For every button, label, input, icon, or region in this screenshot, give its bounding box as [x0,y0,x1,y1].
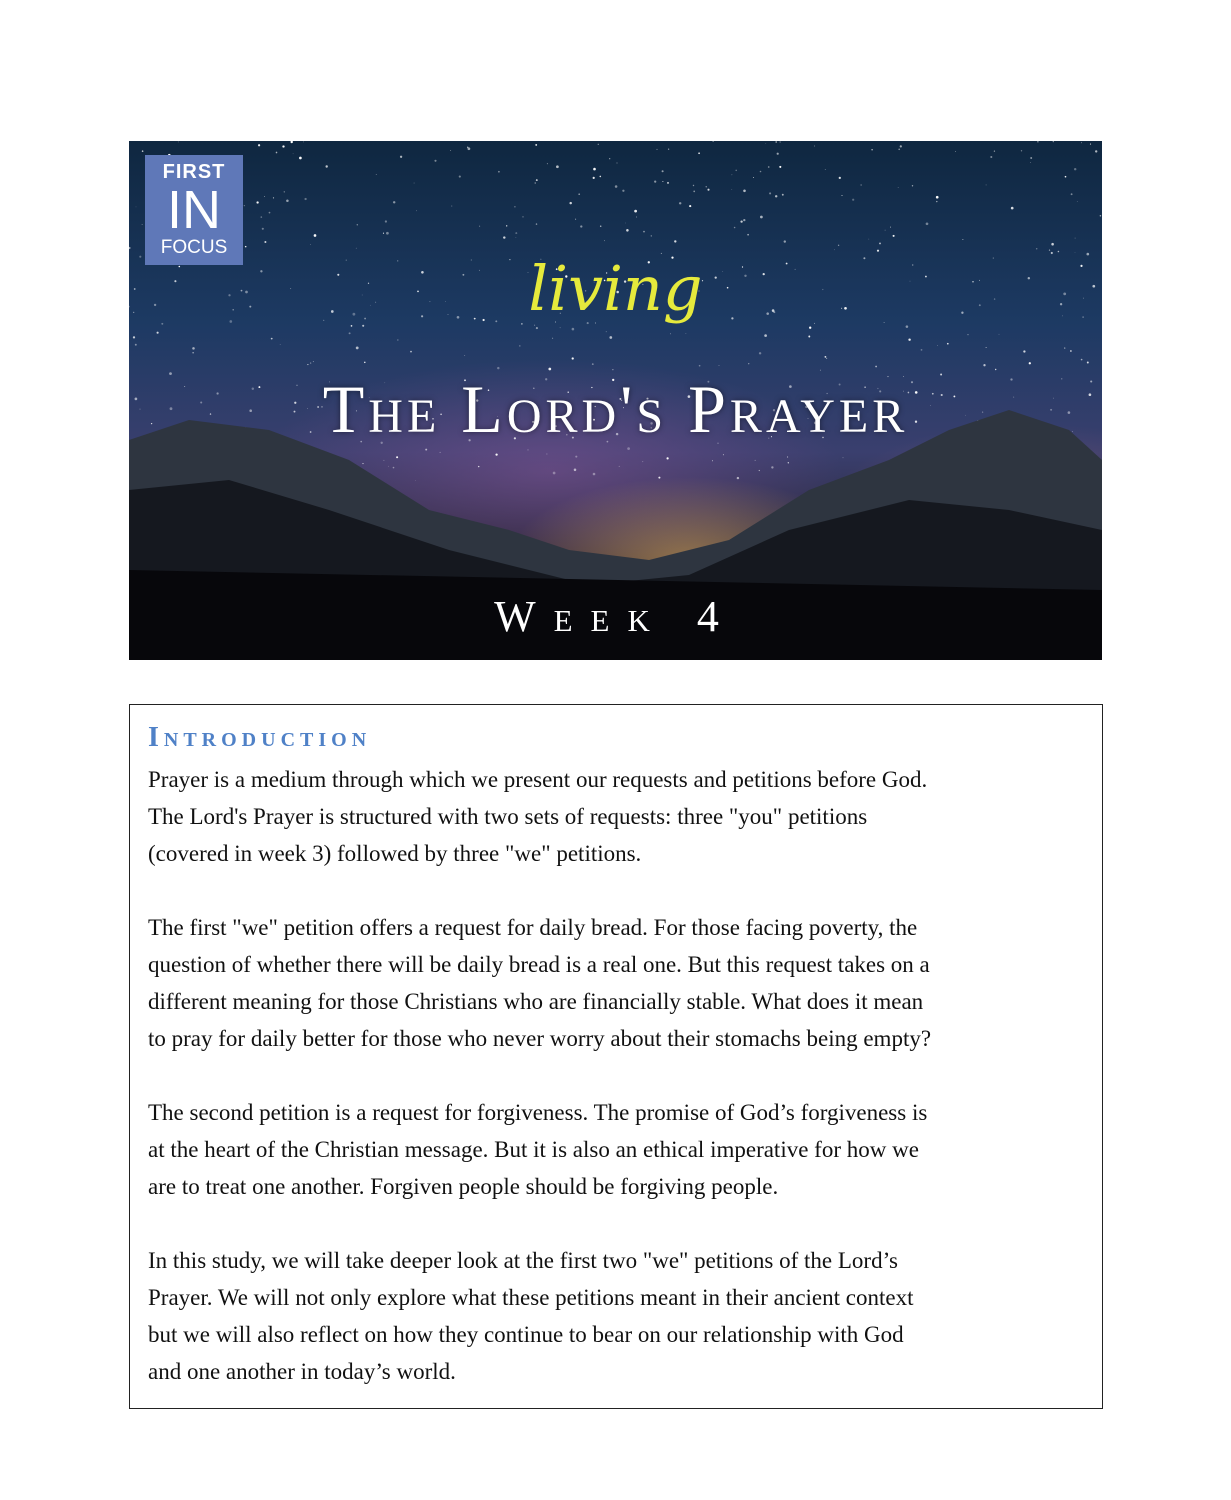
star [598,144,599,145]
star [410,351,412,353]
star [732,174,733,175]
text-line: question of whether there will be daily bread is a real one. But this request takes on a [148,952,930,977]
text-line: different meaning for those Christians who are financially stable. What does it mean [148,989,924,1014]
star [536,223,537,224]
star [670,333,671,334]
star [385,220,387,222]
star [908,338,910,340]
star [1081,359,1083,361]
star [753,177,754,178]
star [1081,142,1082,143]
star [349,332,351,334]
star [838,245,839,246]
star [386,232,389,235]
star [434,160,436,162]
introduction-box [129,704,1103,1409]
star [890,227,891,228]
star [498,171,500,173]
star [599,176,601,178]
star [580,225,582,227]
paragraph [148,1094,1088,1205]
star [615,185,618,188]
text-line: The first "we" petition offers a request for daily bread. For those facing poverty, the [148,915,918,940]
star [713,141,714,142]
star [765,143,766,144]
star [535,182,536,183]
star [1036,248,1037,249]
star [314,234,317,237]
star [748,363,749,364]
text-line: (covered in week 3) followed by three "we" petitions. [148,841,642,866]
star [743,190,746,193]
star [393,201,395,203]
star [516,237,517,238]
first-in-focus-logo [145,155,243,265]
star [310,244,311,245]
star [245,246,247,248]
star [609,336,612,339]
star [178,141,179,142]
introduction-text [148,761,1088,1427]
text-line: Prayer. We will not only explore what these petitions meant in their ancient context [148,1285,914,1310]
star [826,358,827,359]
star [743,219,745,221]
star [290,141,292,143]
star [450,150,451,151]
star [293,153,294,154]
star [875,366,877,368]
star [286,199,289,202]
star [760,171,762,173]
star [689,205,691,207]
star [825,169,826,170]
star [1090,144,1091,145]
star [468,147,471,150]
star [313,361,314,362]
star [955,151,956,152]
logo-first: FIRST [162,161,226,183]
star [304,198,306,200]
star [1030,162,1031,163]
star [734,227,736,229]
star [784,240,786,242]
star [898,187,899,188]
star [937,345,938,346]
star [416,210,417,211]
star [994,151,995,152]
star [1077,201,1078,202]
star [622,190,624,192]
star [1075,238,1076,239]
star [779,166,781,168]
star [667,182,669,184]
star [299,157,302,160]
star [142,150,144,152]
star [593,168,596,171]
star [256,201,258,203]
star [1070,350,1072,352]
paragraph [148,761,1088,872]
star [133,336,135,338]
star [397,340,398,341]
star [269,212,271,214]
star [400,156,402,158]
star [282,145,284,147]
star [662,181,663,182]
star [1095,150,1097,152]
star [936,201,937,202]
star [514,206,516,208]
star [679,202,681,204]
star [626,229,629,232]
star [662,170,664,172]
star [947,343,949,345]
star [276,152,278,154]
star [536,179,538,181]
star [775,141,777,143]
star [1037,141,1039,143]
star [657,149,658,150]
star [921,349,923,351]
star [515,232,517,234]
star [383,233,384,234]
star [1100,215,1102,217]
logo-focus: FOCUS [160,237,228,258]
star [1087,362,1089,364]
star [569,202,571,204]
star [261,216,263,218]
star [310,363,311,364]
star [706,186,707,187]
text-line: are to treat one another. Forgiven people should be forgiving people. [148,1174,779,1199]
star [600,225,601,226]
star [814,146,815,147]
star [885,230,886,231]
star [303,142,304,143]
star [983,364,985,366]
star [775,195,777,197]
star [262,228,264,230]
week-label: Week 4 [494,592,737,641]
star [735,170,736,171]
text-line: and one another in today’s world. [148,1359,456,1384]
star [1030,157,1032,159]
star [459,176,461,178]
star [719,365,720,366]
star [604,240,605,241]
star [376,174,377,175]
star [572,328,575,331]
star [962,239,963,240]
star [575,219,576,220]
star [617,163,618,164]
star [560,327,561,328]
star [556,165,559,168]
star [651,235,652,236]
star [273,197,274,198]
star [634,210,637,213]
star [759,352,761,354]
star [1053,141,1054,142]
star [356,248,357,249]
text-line: Prayer is a medium through which we present our requests and petitions before God. [148,767,928,792]
star [451,206,452,207]
star [1064,347,1065,348]
star [686,333,687,334]
star [535,144,537,146]
star [990,156,992,158]
star [592,363,594,365]
star [986,184,987,185]
star [280,344,281,345]
star [768,166,770,168]
star [693,191,695,193]
star [479,226,480,227]
paragraph [148,1242,1088,1390]
star [1065,176,1067,178]
star [547,163,548,164]
text-line: to pray for daily better for those who never worry about their stomachs being empty? [148,1026,932,1051]
script-word: living [528,252,703,325]
star [668,149,669,150]
star [503,236,505,238]
text-line: The Lord's Prayer is structured with two sets of requests: three "you" petitions [148,804,868,829]
banner-image [129,141,1102,660]
star [264,241,266,243]
star [698,152,700,154]
star [572,357,574,359]
star [636,217,637,218]
text-line: at the heart of the Christian message. But it is also an ethical imperative for how we [148,1137,919,1162]
star [129,247,131,249]
star [824,356,826,358]
section-heading: Introduction [148,722,372,753]
star [506,225,507,226]
star [244,205,245,206]
text-line: The second petition is a request for forgiveness. The promise of God’s forgiveness is [148,1100,928,1125]
star [258,144,260,146]
star [707,189,709,191]
star [731,189,732,190]
star [593,177,595,179]
star [782,194,784,196]
star [871,149,872,150]
star [654,181,656,183]
star [868,239,869,240]
star [893,235,895,237]
star [926,222,929,225]
star [1051,243,1054,246]
star [552,338,553,339]
star [578,193,580,195]
star [536,327,538,329]
star [325,165,327,167]
star [609,158,610,159]
star [780,141,781,142]
star [522,216,523,217]
star [760,216,763,219]
star [1071,193,1073,195]
star [740,220,742,222]
star [808,336,810,338]
star [414,183,415,184]
star [747,234,749,236]
star [357,224,358,225]
star [764,334,767,337]
star [356,347,359,350]
star [284,191,285,192]
star [142,224,143,225]
star [999,334,1000,335]
star [1029,362,1031,364]
star [986,347,987,348]
star [861,184,862,185]
star [192,347,195,350]
star [364,362,365,363]
star [1021,150,1022,151]
star [192,352,193,353]
star [1074,168,1076,170]
star [842,195,843,196]
star [967,334,968,335]
star [464,355,465,356]
star [852,199,854,201]
star [693,185,694,186]
star [136,207,137,208]
star [699,365,701,367]
text-line: but we will also reflect on how they continue to bear on our relationship with God [148,1322,904,1347]
star [519,345,521,347]
star [135,344,137,346]
star [271,338,273,340]
star [898,148,900,150]
star [879,242,881,244]
paragraph [148,909,1088,1057]
star [264,196,265,197]
star [307,364,308,365]
star [1011,207,1014,210]
star [606,331,607,332]
star [674,240,676,242]
star [936,196,939,199]
star [769,192,771,194]
star [157,332,159,334]
logo-in: IN [167,180,221,240]
text-line: In this study, we will take deeper look at the first two "we" petitions of the Lord’s [148,1248,898,1273]
star [777,153,779,155]
star [912,185,913,186]
star [839,177,841,179]
star [1023,350,1025,352]
star [643,231,645,233]
star [625,223,626,224]
page-title: The Lord's Prayer [322,371,909,447]
star [900,145,902,147]
